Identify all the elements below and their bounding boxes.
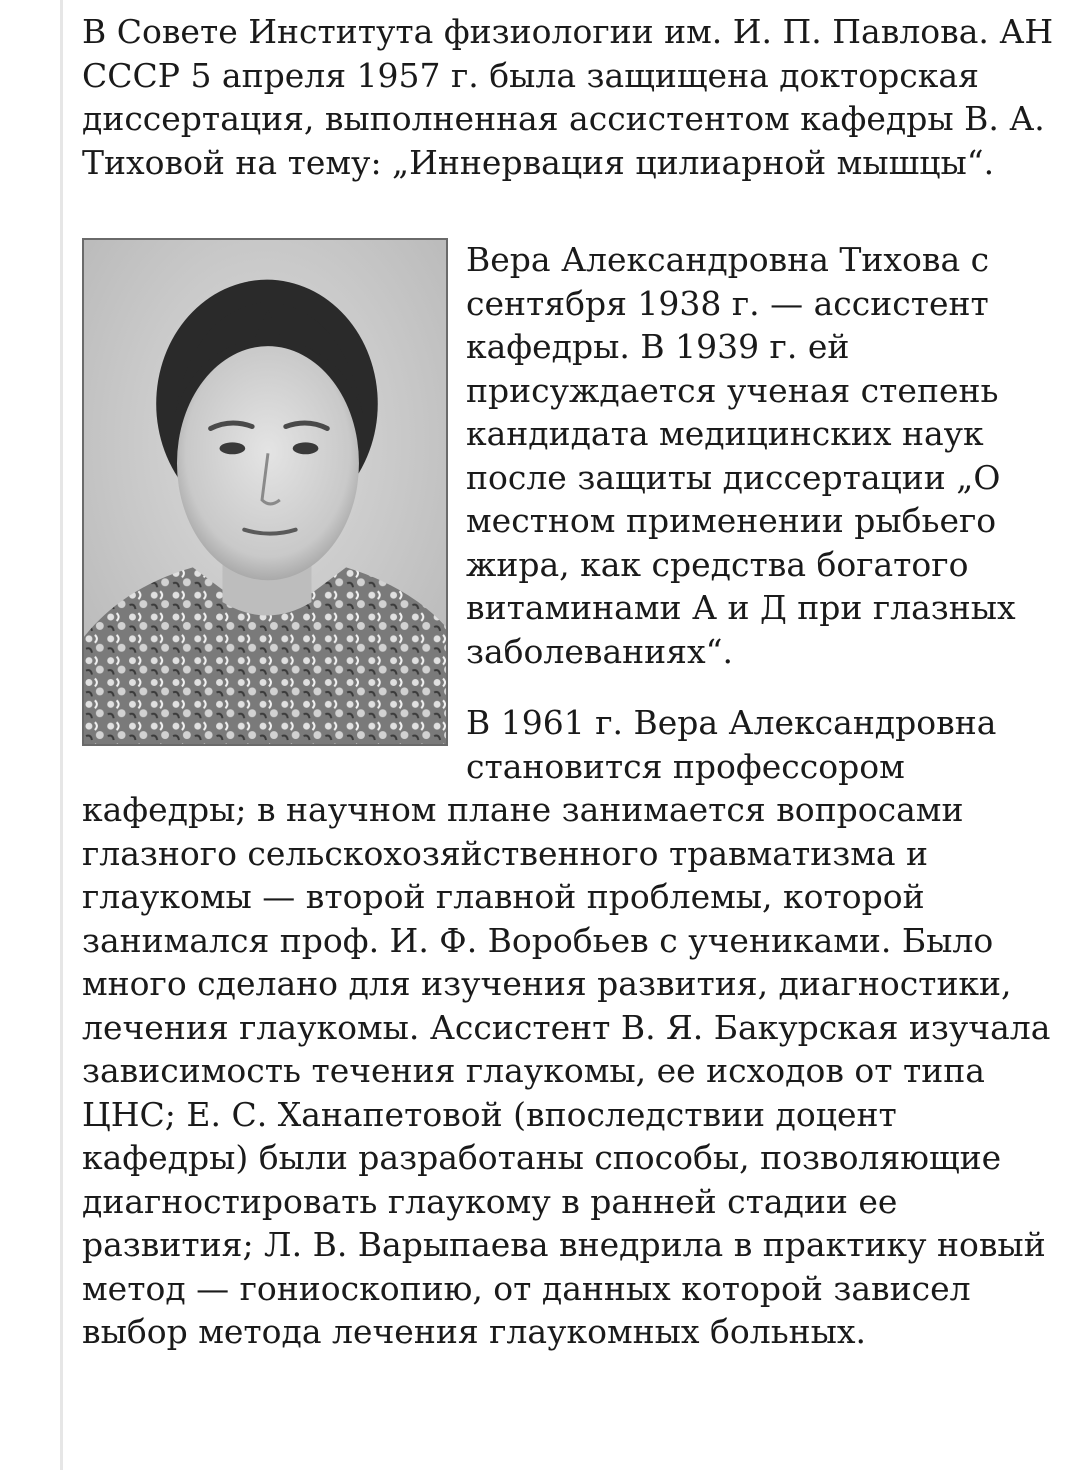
portrait-image xyxy=(84,240,446,744)
left-margin-rule xyxy=(60,0,63,1470)
professorship-paragraph: В 1961 г. Вера Александровна становится профессором кафедры; в научном плане занимается вопросами глазного сельскохозяйственного травматизма и глаукомы — второй главной проблемы, которой занимался проф. И. Ф. Воробьев с учениками. Было много сделано для изучения развития, диагностики, лечения глаукомы. Ассистент В. Я. Бакурская изучала зависимость течения глаукомы, ее исходов от типа ЦНС; Е. С. Ханапетовой (впоследствии доцент кафедры) были разработаны способы, позволяющие диагностировать глаукому в ранней стадии ее развития; Л. В. Варыпаева внедрила в практику новый метод — гониоскопию, от данных которой зависел выбор метода лечения глаукомных больных. xyxy=(82,703,1051,1351)
article-content xyxy=(82,0,1062,1354)
biography-paragraph: Вера Александровна Тихова с сентября 1938 г. — ассистент кафедры. В 1939 г. ей присуждается ученая степень кандидата медицинских наук после защиты диссертации „О местном применении рыбьего жира, как средства богатого витаминами А и Д при глазных заболеваниях“. xyxy=(466,240,1016,671)
portrait-photo xyxy=(82,238,448,746)
biography-section xyxy=(82,238,1062,1354)
intro-paragraph: В Совете Института физиологии им. И. П. Павлова. АН СССР 5 апреля 1957 г. была защищена докторская диссертация, выполненная ассистентом кафедры В. А. Тиховой на тему: „Иннервация цилиарной мышцы“. xyxy=(82,12,1054,182)
